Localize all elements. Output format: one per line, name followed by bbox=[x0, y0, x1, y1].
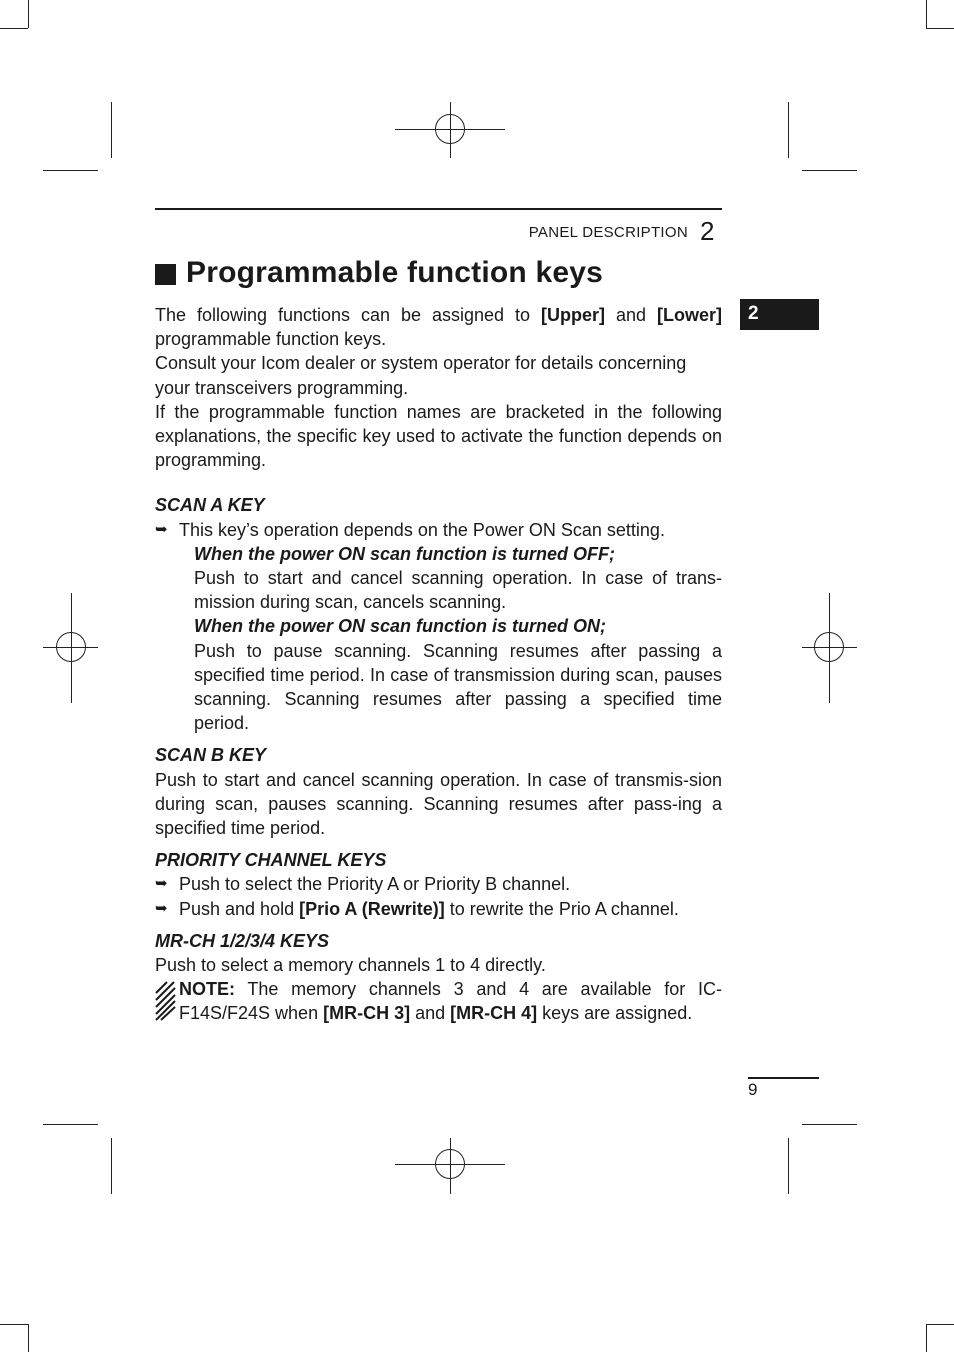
mrch-text: Push to select a memory channels 1 to 4 directly. bbox=[155, 955, 546, 976]
prio-a-key-label: [Prio A (Rewrite)] bbox=[299, 898, 445, 919]
scan-b-heading: SCAN B KEY bbox=[155, 745, 267, 766]
intro-text: programmable function keys. bbox=[155, 329, 387, 350]
footer-rule bbox=[748, 1077, 819, 1079]
note-body: and bbox=[410, 1003, 451, 1024]
intro-paragraph-3: If the programmable function names are bracketed in the following explanations, the specific key used to activate the function depends on programming. bbox=[155, 401, 722, 471]
section-label: PANEL DESCRIPTION bbox=[528, 224, 688, 241]
mrch-heading: MR-CH 1/2/3/4 KEYS bbox=[155, 930, 330, 951]
intro-text: The following functions can be assigned to bbox=[155, 305, 542, 325]
main-content bbox=[155, 303, 722, 1026]
arrow-bullet-icon: ➥ bbox=[155, 520, 168, 538]
list-item bbox=[155, 518, 722, 542]
intro-paragraph-1 bbox=[155, 303, 722, 351]
priority-bullet-2 bbox=[179, 897, 679, 921]
note-body: keys are assigned. bbox=[537, 1003, 693, 1024]
lower-key-label: [Lower] bbox=[657, 305, 722, 325]
page-title: Programmable function keys bbox=[186, 256, 603, 289]
scan-b-text: Push to start and cancel scanning operation. In case of transmis-sion during scan, pauses scanning. Scanning resumes after pass-ing a specified time period. bbox=[155, 769, 722, 839]
note-body: The memory channels 3 and 4 are available for IC-F14S/F24S when bbox=[179, 979, 722, 1024]
arrow-bullet-icon: ➥ bbox=[155, 875, 168, 893]
priority-heading: PRIORITY CHANNEL KEYS bbox=[155, 850, 387, 871]
upper-key-label: [Upper] bbox=[541, 305, 606, 325]
note-text bbox=[179, 977, 722, 1025]
header-rule bbox=[155, 208, 722, 210]
arrow-bullet-icon: ➥ bbox=[155, 899, 168, 917]
page-number: 9 bbox=[748, 1080, 758, 1099]
page-title-block bbox=[155, 256, 603, 290]
bullet-text: to rewrite the Prio A channel. bbox=[444, 898, 679, 919]
note-label: NOTE: bbox=[179, 979, 235, 1000]
chapter-tab-label: 2 bbox=[748, 303, 759, 324]
bullet-text: Push and hold bbox=[179, 898, 300, 919]
note-block bbox=[155, 977, 722, 1025]
mr-ch-3-key-label: [MR-CH 3] bbox=[323, 1003, 411, 1024]
note-hatch-icon bbox=[155, 981, 177, 1021]
chapter-tab bbox=[740, 299, 819, 330]
scan-a-off-heading: When the power ON scan function is turned OFF; bbox=[194, 543, 616, 564]
intro-paragraph-2: Consult your Icom dealer or system operator for details concerning your transceivers programming. bbox=[155, 353, 687, 398]
square-bullet-icon bbox=[155, 264, 176, 285]
scan-a-off-text: Push to start and cancel scanning operation. In case of trans-mission during scan, cancels scanning. bbox=[194, 568, 722, 613]
section-number: 2 bbox=[700, 216, 715, 246]
mr-ch-4-key-label: [MR-CH 4] bbox=[450, 1003, 538, 1024]
scan-a-on-heading: When the power ON scan function is turned ON; bbox=[194, 616, 607, 637]
list-item bbox=[155, 897, 722, 921]
list-item bbox=[155, 872, 722, 896]
priority-bullet-1: Push to select the Priority A or Priority B channel. bbox=[179, 874, 571, 895]
scan-a-heading: SCAN A KEY bbox=[155, 495, 265, 516]
scan-a-bullet: This key’s operation depends on the Power ON Scan setting. bbox=[179, 519, 665, 540]
scan-a-on-text: Push to pause scanning. Scanning resumes after passing a specified time period. In case of transmission during scan, pauses scanning. Scanning resumes after passing a specified time period. bbox=[194, 640, 722, 734]
intro-text: and bbox=[605, 305, 657, 325]
